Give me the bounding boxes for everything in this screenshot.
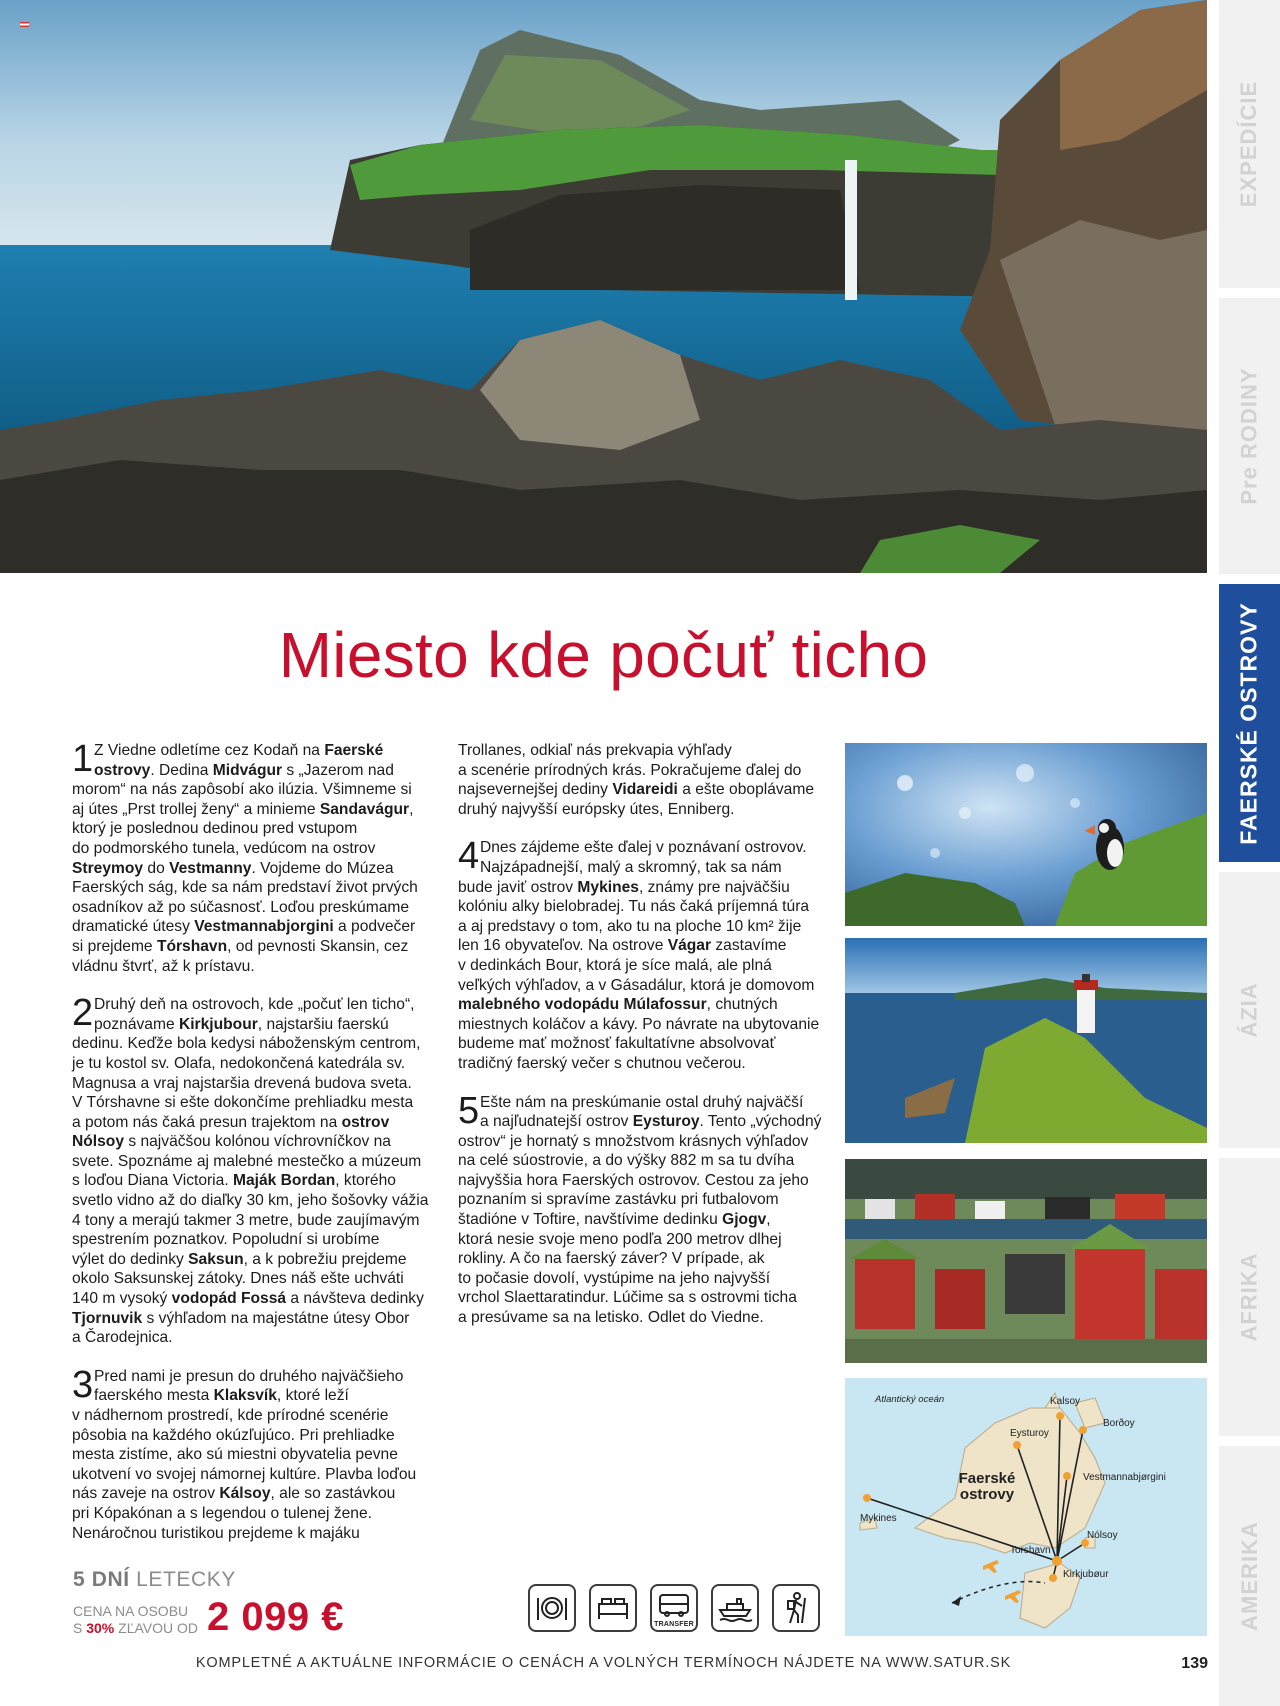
text-line: Dnes zájdeme ešte ďalej v poznávaní ostrovov. (480, 839, 807, 857)
side-tab-rodiny[interactable]: Pre RODINY (1219, 298, 1280, 574)
text-line: veľkých výhľadov, a v Gásadálur, ktorá je domovom (458, 976, 815, 994)
text-line: Nólsoy s najväčšou kolónou víchrovníčkov na (72, 1133, 391, 1151)
text-line: 140 m vysoký vodopád Fossá a návšteva dedinky (72, 1290, 424, 1308)
text-line: okolo Saksunskej zátoky. Dnes náš ešte uchváti (72, 1270, 404, 1288)
text-line: si prejdeme Tórshavn, od pevnosti Skansin, cez (72, 937, 409, 955)
day-number: 2 (72, 992, 94, 1035)
page-number: 139 (1181, 1655, 1208, 1672)
meal-icon (528, 1584, 576, 1632)
text-line: Z Viedne odletíme cez Kodaň na Faerské (94, 742, 384, 759)
day-number: 3 (72, 1363, 94, 1406)
side-tab-expedicie[interactable]: EXPEDÍCIE (1219, 0, 1280, 288)
text-line: ktorý je poslednou dedinou pred vstupom (72, 820, 358, 838)
text-line: a potom nás čaká presun trajektom na ostrov (72, 1113, 390, 1131)
text-line: spestrením poznatkov. Popoludní si urobíme (72, 1231, 380, 1249)
text-line: a scenérie prírodných krás. Pokračujeme ďalej do (458, 761, 802, 779)
puffin-photo (845, 743, 1207, 926)
text-line: na celé súostrovie, a do výšky 882 m sa tu dvíha (458, 1152, 795, 1170)
day-5 (458, 1089, 823, 1328)
map-label-islands-line1: Faerské (958, 1470, 1016, 1487)
text-line: s loďou Diana Victoria. Maják Bordan, ktorého (72, 1172, 396, 1190)
trip-duration: 5 DNÍ LETECKY (73, 1568, 237, 1591)
text-line: v nádhernom prostredí, kde prírodné scenérie (72, 1407, 389, 1424)
text-line: Najzápadnejší, malý a skromný, tak sa nám (480, 858, 782, 876)
text-line: vrchol Slaettaratindur. Lúčime sa s ostrovmi ticha (458, 1289, 797, 1307)
text-line: poznávame Kirkjubour, najstaršiu faerskú (94, 1015, 389, 1033)
text-line: vládnu štvrť, až k prístavu. (72, 957, 255, 975)
side-tab-amerika[interactable]: AMERIKA (1219, 1446, 1280, 1706)
day-3 (72, 1363, 422, 1543)
text-line: pri Kópakónan a s legendou o tulenej žene. (72, 1504, 372, 1522)
text-line: a aj predstavy o tom, ako tu na ploche 10 km² žije (458, 917, 802, 935)
map-label-ocean: Atlantický oceán (875, 1394, 945, 1405)
day-1 (72, 738, 422, 976)
text-line: a presúvame sa na letisko. Odlet do Viedne. (458, 1309, 764, 1327)
text-line: miestnych koláčov a kávy. Po návrate na ubytovanie (458, 1015, 820, 1033)
lighthouse-photo (845, 938, 1207, 1143)
text-line: Tjornuvik s výhľadom na majestátne útesy Obor (72, 1309, 410, 1327)
text-line: ukotvení vo svojej námornej kultúre. Plavba loďou (72, 1465, 417, 1483)
bed-icon (589, 1584, 637, 1632)
hero-photo (0, 0, 1207, 573)
text-line: mesta zistíme, ako sú miestni obyvatelia pevne (72, 1446, 398, 1464)
map-label-kalsoy: Kalsoy (1050, 1396, 1081, 1407)
day-number: 4 (458, 835, 480, 878)
text-line: len 16 obyvateľov. Na ostrove Vágar zastavíme (458, 937, 787, 955)
bus-icon: TRANSFER (650, 1584, 698, 1632)
map-label-kirkjubour: Kirkjubøur (1063, 1569, 1109, 1580)
text-line: výlet do dedinky Saksun, a k pobrežiu prejdeme (72, 1250, 407, 1268)
text-line: svete. Spoznáme aj malebné mestečko a múzeum (72, 1152, 422, 1170)
ferry-icon (711, 1584, 759, 1632)
footer-info: KOMPLETNÉ A AKTUÁLNE INFORMÁCIE O CENÁCH A VOLNÝCH TERMÍNOCH NÁJDETE NA WWW.SATUR.SK (195, 1655, 1012, 1671)
text-line: Nenáročnou turistikou prejdeme k majáku (72, 1524, 360, 1542)
text-line: a Čarodejnica. (72, 1329, 173, 1347)
text-line: Trollanes, odkiaľ nás prekvapia výhľady (458, 742, 732, 759)
day-4 (458, 835, 823, 1073)
text-line: 4 tony a merajú takmer 3 metre, bude zaujímavým (72, 1211, 420, 1229)
text-line: tradičný faerský večer s chutnou večerou. (458, 1054, 746, 1072)
text-line: do podmorského tunela, vedúcom na ostrov (72, 839, 376, 857)
side-tab-afrika[interactable]: AFRIKA (1219, 1158, 1280, 1436)
price-amount: 2 099 € (207, 1595, 344, 1639)
text-line: bude javiť ostrov Mykines, známy pre najväčšiu (458, 878, 790, 896)
day-number: 5 (458, 1089, 480, 1132)
text-line: to počasie dovolí, vystúpime na jeho najvyšší (458, 1269, 771, 1287)
text-line: osadníkov až po súčasnosť. Loďou preskúmame (72, 898, 410, 916)
day-number: 1 (72, 738, 94, 780)
itinerary-column-1 (72, 738, 429, 1562)
text-line: kolóniu alky bielobradej. Tu nás čaká príjemná túra (458, 898, 810, 916)
itinerary-column-2 (458, 741, 823, 1347)
text-line: budeme mať možnosť fakultatívne absolvovať (458, 1035, 776, 1053)
side-tab-azia[interactable]: ÁZIA (1219, 872, 1280, 1148)
text-line: ktorá nesie svoje meno podľa 200 metrov dlhej (458, 1230, 782, 1248)
text-line: svetlo vidno až do diaľky 30 km, jeho šošovky vážia (72, 1192, 429, 1210)
map-label-mykines: Mykines (860, 1513, 897, 1524)
text-line: druhý najvyšší európsky útes, Enniberg. (458, 800, 735, 818)
text-line: nás zaveje na ostrov Kálsoy, ale so zastávkou (72, 1485, 396, 1503)
map-label-torshavn: Torshavn (1010, 1545, 1051, 1556)
text-line: je tu kostol sv. Olafa, nedokončená katedrála sv. (72, 1054, 406, 1072)
village-photo (845, 1159, 1207, 1363)
text-line: Faerských ság, kde sa nám predstaví život prvých (72, 879, 418, 897)
text-line: faerského mesta Klaksvík, ktoré leží (94, 1387, 349, 1405)
map-label-islands-line2: ostrovy (959, 1486, 1015, 1503)
hiking-icon (772, 1584, 820, 1632)
text-line: Ešte nám na preskúmanie ostal druhý najväčší (480, 1093, 804, 1111)
text-line: Streymoy do Vestmanny. Vojdeme do Múzea (72, 859, 394, 877)
map-label-bordoy: Borðoy (1103, 1418, 1135, 1429)
map-label-nolsoy: Nólsoy (1087, 1530, 1118, 1541)
text-line: najsevernejšej dediny Vidareidi a ešte oboplávame (458, 781, 815, 799)
text-line: a najľudnatejší ostrov Eysturoy. Tento „východný (480, 1113, 822, 1131)
text-line: ostrovy. Dedina Midvágur s „Jazerom nad (94, 761, 394, 779)
side-tab-faerske-ostrovy[interactable]: FAERSKÉ OSTROVY (1219, 584, 1280, 862)
text-line: ostrov“ je hornatý s množstvom krásnych výhľadov (458, 1132, 809, 1150)
text-line: Druhý deň na ostrovoch, kde „počuť len ticho“, (94, 996, 415, 1014)
route-map (845, 1378, 1207, 1636)
text-line: V Tórshavne si ešte dokončíme prehliadku mesta (72, 1094, 414, 1112)
text-line: štadióne v Toftire, navštívime dedinku Gjogv, (458, 1211, 771, 1229)
text-line: rokliny. A čo na faerský záver? V prípade, ak (458, 1250, 765, 1268)
text-line: dedinu. Keďže bola kedysi náboženským centrom, (72, 1035, 421, 1053)
text-line: aj útes „Prst trollej ženy“ a minieme Sandavágur, (72, 800, 414, 818)
map-label-eysturoy: Eysturoy (1010, 1428, 1049, 1439)
services-icons (528, 1584, 820, 1632)
price-label: CENA NA OSOBU S 30% ZĽAVOU OD (73, 1603, 199, 1636)
flag-icon (20, 22, 29, 27)
text-line: morom“ na nás zapôsobí ako ilúzia. Všimneme si (72, 781, 412, 799)
map-label-vestmannabjorgini: Vestmannabjørgini (1083, 1472, 1166, 1483)
text-line: najvyššia hora Faerských ostrovov. Cestou za jeho (458, 1171, 809, 1189)
day-2 (72, 992, 429, 1348)
page-title: Miesto kde počuť ticho (278, 619, 929, 691)
day-3-continued (458, 741, 823, 819)
text-line: poznaním si spravíme zastávku pri futbalovom (458, 1191, 779, 1209)
text-line: Pred nami je presun do druhého najväčšieho (94, 1367, 404, 1385)
text-line: pôsobia na každého okúzľujúco. Pri prehliadke (72, 1426, 395, 1444)
text-line: v dedinkách Bour, ktorá je síce malá, ale plná (458, 956, 772, 974)
text-line: Magnusa a vraj najstaršia drevená budova sveta. (72, 1074, 412, 1092)
text-line: dramatické útesy Vestmannabjorgini a podvečer (72, 918, 416, 936)
text-line: malebného vodopádu Múlafossur, chutných (458, 996, 778, 1014)
